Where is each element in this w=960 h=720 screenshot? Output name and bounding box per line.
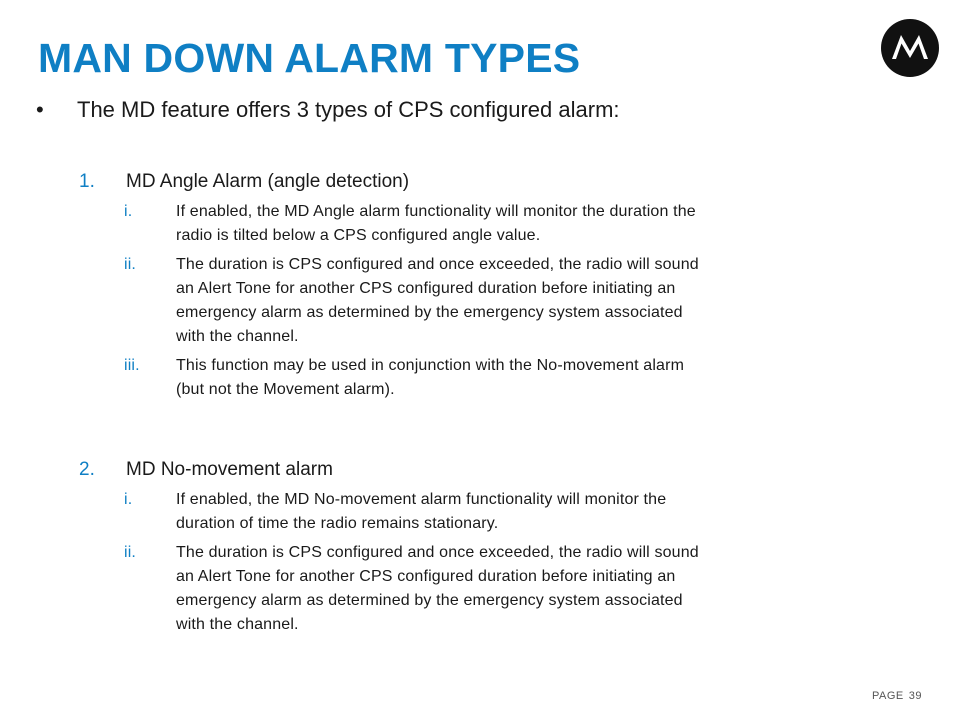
section-heading	[79, 170, 859, 194]
section-md-no-movement-alarm	[79, 458, 859, 642]
section-number: 1.	[79, 171, 95, 192]
slide-title: MAN DOWN ALARM TYPES	[38, 35, 581, 81]
section-heading-text: MD Angle Alarm (angle detection)	[126, 171, 410, 192]
item-line: an Alert Tone for another CPS configured duration before initiating an	[176, 568, 676, 585]
item-numeral: ii.	[124, 256, 137, 273]
list-item	[79, 200, 859, 248]
list-item	[79, 354, 859, 402]
list-item	[79, 488, 859, 536]
item-numeral: ii.	[124, 544, 137, 561]
section-number: 2.	[79, 459, 95, 480]
item-numeral: i.	[124, 203, 133, 220]
intro-text: The MD feature offers 3 types of CPS configured alarm:	[77, 97, 620, 122]
item-line: This function may be used in conjunction with the No-movement alarm	[176, 357, 685, 374]
item-numeral: iii.	[124, 357, 140, 374]
item-line: emergency alarm as determined by the emergency system associated	[176, 592, 683, 609]
list-item	[79, 541, 859, 637]
item-line: If enabled, the MD No-movement alarm functionality will monitor the	[176, 491, 667, 508]
item-line: with the channel.	[176, 616, 299, 633]
section-items	[79, 488, 859, 637]
item-numeral: i.	[124, 491, 133, 508]
item-line: emergency alarm as determined by the emergency system associated	[176, 304, 683, 321]
section-heading-text: MD No-movement alarm	[126, 459, 333, 480]
section-items	[79, 200, 859, 402]
section-heading	[79, 458, 859, 482]
item-line: radio is tilted below a CPS configured angle value.	[176, 227, 541, 244]
page-number	[872, 690, 922, 702]
bullet-marker: •	[36, 97, 44, 122]
item-line: If enabled, the MD Angle alarm functionality will monitor the duration the	[176, 203, 696, 220]
item-line: The duration is CPS configured and once exceeded, the radio will sound	[176, 544, 699, 561]
item-line: (but not the Movement alarm).	[176, 381, 395, 398]
item-line: with the channel.	[176, 328, 299, 345]
section-md-angle-alarm	[79, 170, 859, 407]
page-number-value: 39	[908, 690, 923, 702]
intro-bullet	[32, 96, 912, 124]
item-line: The duration is CPS configured and once exceeded, the radio will sound	[176, 256, 699, 273]
item-line: duration of time the radio remains stationary.	[176, 515, 499, 532]
page-label: PAGE	[872, 690, 904, 702]
item-line: an Alert Tone for another CPS configured duration before initiating an	[176, 280, 676, 297]
motorola-batwing-icon	[880, 18, 940, 78]
list-item	[79, 253, 859, 349]
